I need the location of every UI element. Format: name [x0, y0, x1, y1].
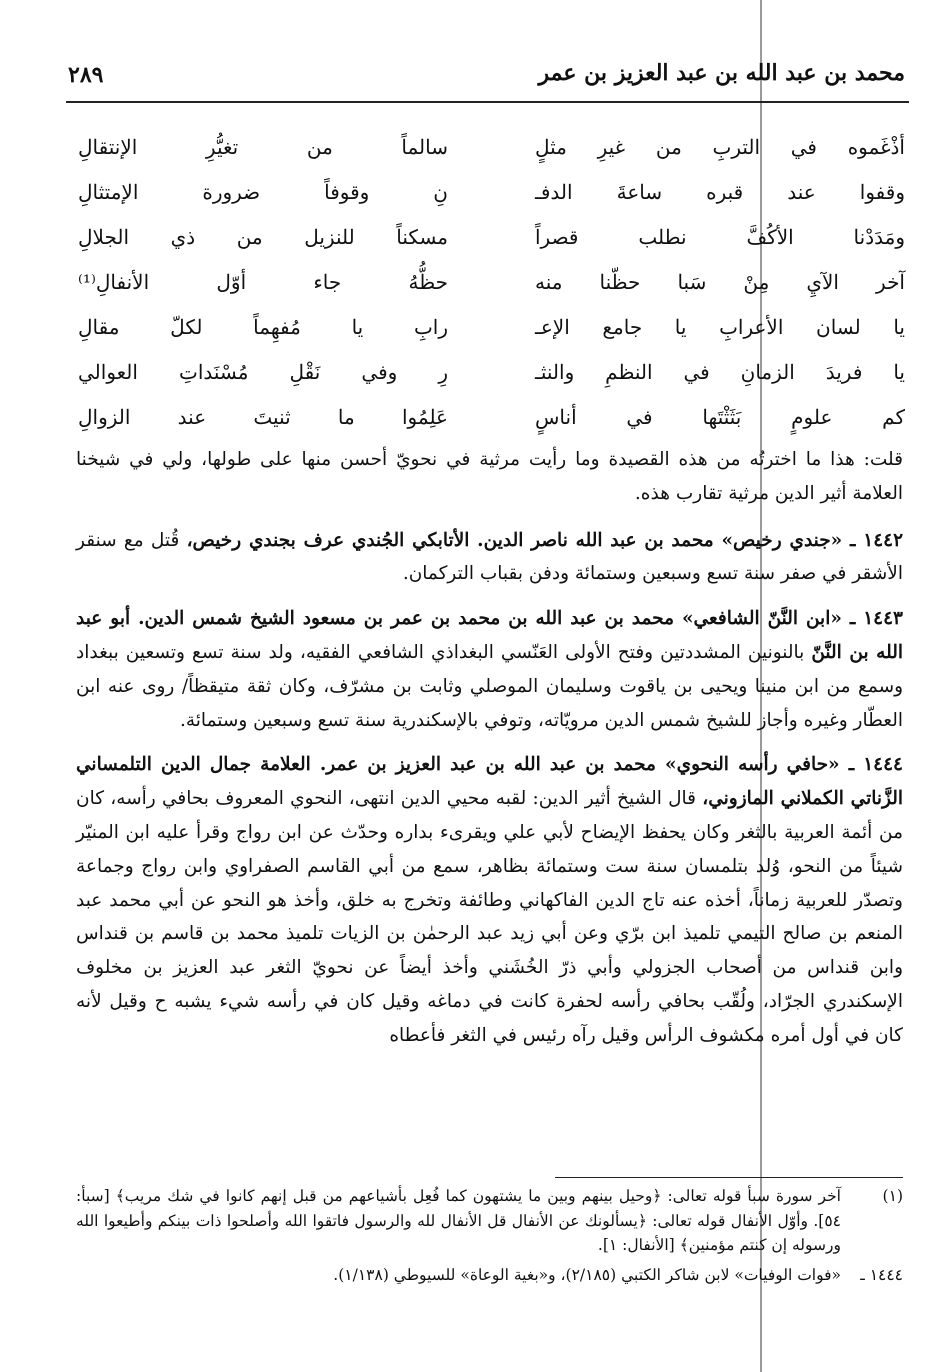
entry-heading: ١٤٤٢ ـ «جندي رخيص» محمد بن عبد الله ناصر الدين. الأتابكي الجُندي عرف بجندي رخيص،: [186, 529, 904, 551]
footnote: [76, 1184, 903, 1258]
verse-second-hemistich: مسكناً للنزيل من ذي الجلالِ: [78, 224, 448, 249]
entry-heading: ١٤٤٤ ـ «حافي رأسه النحوي» محمد بن عبد الله بن عبد العزيز بن عمر. العلامة جمال الدين التلمساني الزَّناتي الكملاني المازوني،: [76, 754, 903, 810]
verse-first-hemistich: يا فريدَ الزمانِ في النظمِ والنثـ: [535, 359, 905, 384]
verse-first-hemistich: ومَدَدْنا الأكُفَّ نطلب قصراً: [535, 224, 905, 249]
verse-second-hemistich: رِ وفي نَقْلِ مُسْنَداتِ العوالي: [78, 359, 448, 384]
poem-verse: [78, 259, 905, 304]
verse-second-hemistich: نِ وقوفاً ضرورة الإمتثالِ: [78, 179, 448, 204]
poem: [78, 124, 905, 439]
poem-verse: [78, 124, 905, 169]
verse-second-hemistich: رابِ يا مُفهِماً لكلّ مقالِ: [78, 314, 448, 339]
entry-text: قال الشيخ أثير الدين: لقبه محيي الدين انتهى، النحوي المعروف بحافي رأسه، كان من أئمة العربية بالثغر وكان يحفظ الإيضاح لأبي علي ويقرىء بداره وحدّث عن ابن رواج وقرأ عليه ابن المنيّر شيئاً من النحو، وُلد بتلمسان سنة ست وستمائة بظاهر، سمع من أبي القاسم الصفراوي وابن رواج وجماعة وتصدّر للعربية زماناً، أخذه عنه تاج الدين الفاكهاني وطائفة وتخرج به خلق، وأخذ هو النحو عن أبي محمد عبد المنعم بن صالح التيمي تلميذ ابن برّي وعن أبي زيد عبد الرحمٰن بن الزيات تلميذ محمد بن قاسم بن قنداس وابن قنداس من أصحاب الجزولي وأبي ذرّ الخُشَني وأخذ أيضاً عن نحويّ الثغر عبد العزيز بن مخلوف الإسكندري الجرّاد، ولُقّب بحافي رأسه لحفرة كانت في دماغه وقيل كان في رأسه شيء يشبه ح وقيل لأنه كان في أول أمره مكشوف الرأس وقيل رآه رئيس في الثغر فأعطاه: [76, 788, 903, 1046]
verse-first-hemistich: كم علومٍ بَثَثْتَها في أناسٍ: [535, 404, 905, 429]
header-divider: [66, 101, 909, 103]
verse-second-hemistich: عَلِمُوا ما ثنيتَ عند الزوالِ: [78, 404, 448, 429]
verse-first-hemistich: آخر الآيِ مِنْ سَبا حظّنا منه: [535, 269, 905, 294]
entry-text: بالنونين المشددتين وفتح الأولى العَنّسي البغداذي الشافعي الفقيه، ولد سنة تسع وتسعين ببغداد وسمع من ابن منينا ويحيى بن ياقوت وسليمان الموصلي وثابت بن مشرّف، وكان ثقة متيقظاً/ روى عنه ابن العطّار وغيره وأجاز للشيخ شمس الدين مرويّاته، وتوفي بالإسكندرية سنة تسع وسبعين وستمائة.: [76, 641, 904, 731]
poem-verse: [78, 304, 905, 349]
poem-verse: [78, 214, 905, 259]
entry-text: قُتل مع سنقر الأشقر في صفر سنة تسع وسبعين وستمائة ودفن بقباب التركمان.: [76, 529, 903, 585]
verse-first-hemistich: يا لسان الأعرابِ يا جامع الإعـ: [535, 314, 905, 339]
footnote-divider: [555, 1177, 903, 1178]
biography-entry: [76, 524, 903, 592]
main-text: [76, 443, 903, 1053]
biography-entry: [76, 748, 903, 1052]
commentary-paragraph: قلت: هذا ما اخترتُه من هذه القصيدة وما رأيت مرثية في نحويّ أحسن منها على طولها، ولي في شيخنا العلامة أثير الدين مرثية تقارب هذه.: [76, 449, 903, 504]
footnote-marker: (١): [882, 1187, 903, 1205]
poem-verse: [78, 349, 905, 394]
verse-second-hemistich: سالماً من تغيُّرِ الإنتقالِ: [78, 134, 448, 159]
verse-first-hemistich: وقفوا عند قبره ساعةَ الدفـ: [535, 179, 905, 204]
source-note-marker: ١٤٤٤ ـ: [860, 1265, 903, 1284]
poem-verse: [78, 394, 905, 439]
entry-heading: ١٤٤٣ ـ «ابن النَّنّ الشافعي» محمد بن عبد الله بن محمد بن عمر بن مسعود الشيخ شمس الدين. أبو عبد الله بن النَّنّ: [76, 608, 904, 663]
source-note-text: «فوات الوفيات» لابن شاكر الكتبي (٢/١٨٥)، و«بغية الوعاة» للسيوطي (١/١٣٨).: [333, 1265, 841, 1284]
poem-verse: [78, 169, 905, 214]
page-number: ٢٨٩: [68, 62, 104, 88]
footnote-text: آخر سورة سبأ قوله تعالى: ﴿وحيل بينهم وبين ما يشتهون كما فُعِل بأشياعهم من قبل إنهم كانوا في شك مريب﴾ [سبأ: ٥٤]. وأوّل الأنفال قوله تعالى: ﴿يسألونك عن الأنفال قل الأنفال لله والرسول فاتقوا الله وأصلحوا ذات بينكم وأطيعوا الله ورسوله إن كنتم مؤمنين﴾ [الأنفال: ١].: [76, 1187, 841, 1254]
verse-first-hemistich: أذْغَموه في التربِ من غيرِ مثلٍ: [535, 134, 905, 159]
running-header-title: محمد بن عبد الله بن عبد العزيز بن عمر: [538, 60, 905, 86]
footnotes: [76, 1184, 903, 1287]
biography-entry: [76, 602, 903, 737]
source-note: [76, 1263, 903, 1288]
verse-second-hemistich: حظُّهُ جاء أوّل الأنفالِ⁽¹⁾: [78, 269, 448, 294]
